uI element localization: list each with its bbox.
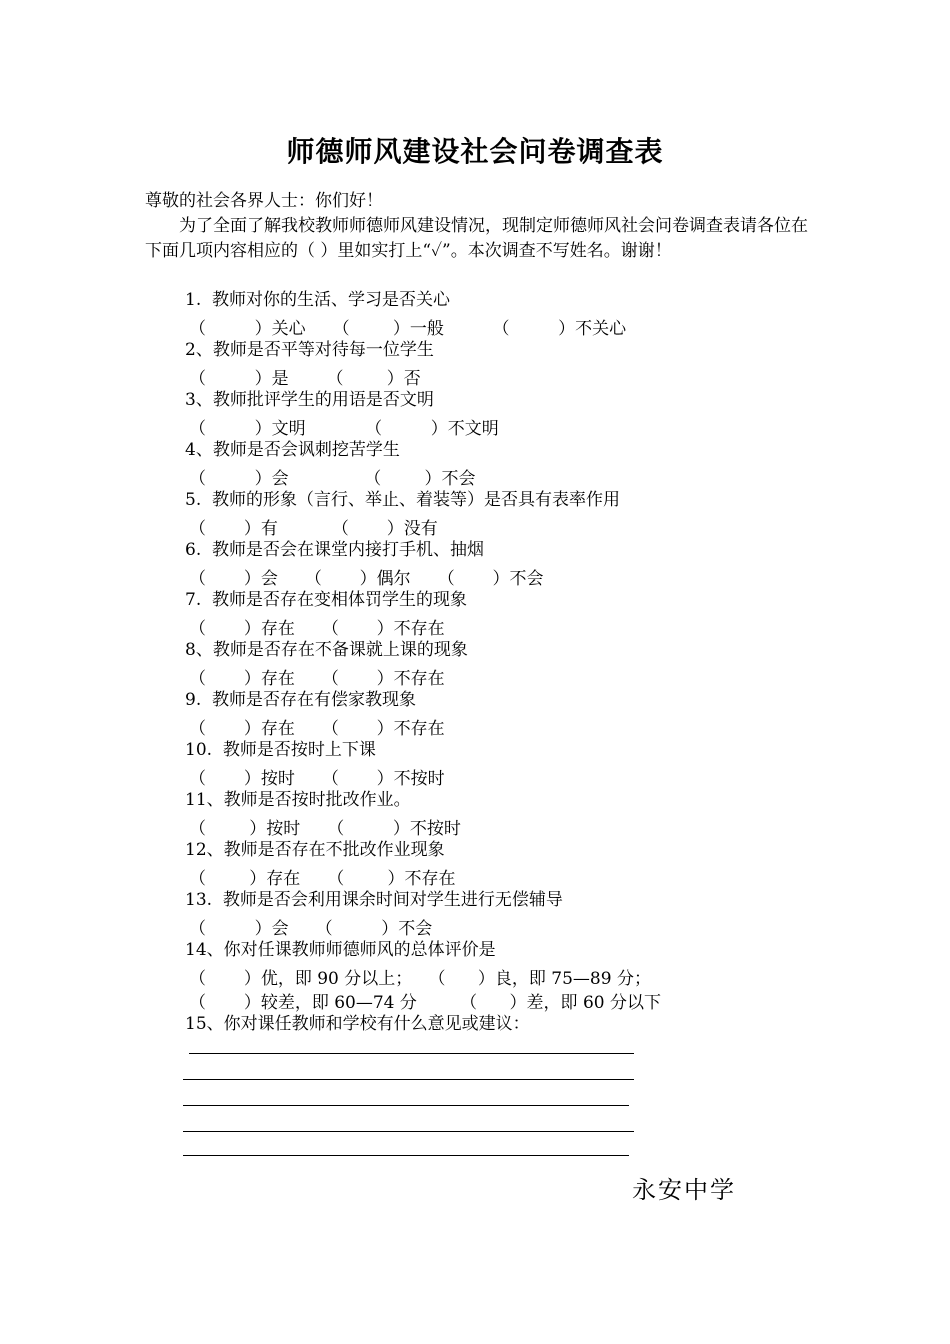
question-1-options[interactable]: （ ）关心 （ ）一般 （ ）不关心	[189, 319, 627, 339]
question-11-options[interactable]: （ ）按时 （ ）不按时	[189, 819, 461, 839]
question-12: 12、教师是否存在不批改作业现象	[185, 840, 445, 860]
intro-text: 为了全面了解我校教师师德师风建设情况，现制定师德师风社会问卷调查表请各位在下面几项内容相应的（ ）里如实打上“✓”。本次调查不写姓名。谢谢！	[145, 216, 808, 261]
q14-options-2: （ ）较差，即 60—74 分 （ ）差，即 60 分以下	[189, 993, 661, 1013]
question-6: 6. 教师是否会在课堂内接打手机、抽烟	[185, 540, 485, 560]
question-14: 14、你对任课教师师德师风的总体评价是	[185, 940, 496, 960]
question-9: 9. 教师是否存在有偿家教现象	[185, 690, 417, 710]
question-3: 3、教师批评学生的用语是否文明	[185, 390, 434, 410]
answer-line-4[interactable]	[183, 1131, 634, 1132]
answer-line-5[interactable]	[183, 1155, 629, 1156]
question-8: 8、教师是否存在不备课就上课的现象	[185, 640, 468, 660]
question-13-options[interactable]: （ ）会 （ ）不会	[189, 919, 433, 939]
question-6-options[interactable]: （ ）会 （ ）偶尔 （ ）不会	[189, 569, 544, 589]
question-5-options[interactable]: （ ）有 （ ）没有	[189, 519, 438, 539]
question-9-options[interactable]: （ ）存在 （ ）不存在	[189, 719, 445, 739]
question-12-options[interactable]: （ ）存在 （ ）不存在	[189, 869, 456, 889]
question-7-options[interactable]: （ ）存在 （ ）不存在	[189, 619, 445, 639]
question-13: 13. 教师是否会利用课余时间对学生进行无偿辅导	[185, 890, 563, 910]
greeting: 尊敬的社会各界人士：你们好！	[145, 191, 383, 211]
answer-line-1[interactable]	[189, 1053, 634, 1054]
q15-text: 15、你对课任教师和学校有什么意见或建议：	[185, 1014, 530, 1034]
question-5: 5. 教师的形象（言行、举止、着装等）是否具有表率作用	[185, 490, 621, 510]
page-title: 师德师风建设社会问卷调查表	[286, 135, 664, 168]
question-3-options[interactable]: （ ）文明 （ ）不文明	[189, 419, 499, 439]
question-2-options[interactable]: （ ）是 （ ）否	[189, 369, 421, 389]
intro-block	[145, 189, 815, 264]
question-10-options[interactable]: （ ）按时 （ ）不按时	[189, 769, 445, 789]
question-2: 2、教师是否平等对待每一位学生	[185, 340, 434, 360]
answer-line-3[interactable]	[183, 1105, 629, 1106]
school-signature: 永安中学	[632, 1176, 736, 1204]
answer-line-2[interactable]	[183, 1079, 634, 1080]
question-11: 11、教师是否按时批改作业。	[185, 790, 411, 810]
question-1: 1. 教师对你的生活、学习是否关心	[185, 290, 451, 310]
question-4-options[interactable]: （ ）会 （ ）不会	[189, 469, 476, 489]
question-7: 7. 教师是否存在变相体罚学生的现象	[185, 590, 468, 610]
question-4: 4、教师是否会讽刺挖苦学生	[185, 440, 400, 460]
question-14-options[interactable]: （ ）优，即 90 分以上； （ ）良，即 75—89 分；	[189, 969, 651, 989]
question-8-options[interactable]: （ ）存在 （ ）不存在	[189, 669, 445, 689]
question-10: 10. 教师是否按时上下课	[185, 740, 376, 760]
